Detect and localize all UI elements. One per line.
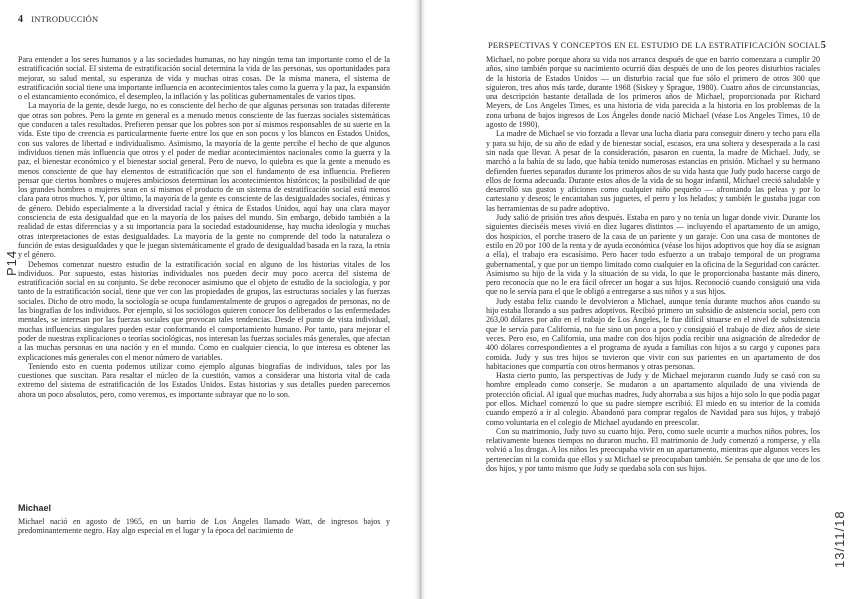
left-section-paragraph: Michael nació en agosto de 1965, en un barrio de Los Ángeles llamado Watt, de ingresos bajos y predominantemente negro. Hay algo especial en el lugar y la época del nacimiento de bbox=[18, 517, 390, 536]
right-paragraph: Judy estaba feliz cuando le devolvieron a Michael, aunque tenía durante muchos años cuando su hijo estaba llorando a sus padres adoptivos. Recibió primero un subsidio de asistencia social, pero con 263,00 dólares por año en el trabajo de Los Ángeles, le fue difícil situarse en el nivel de subsistencia que le servía para California, no fue sino un poco a poco y consiguió el trabajo de diez años de siete veces. Pero eso, en California, una madre con dos hijos podía recibir una asignación de alrededor de 400 dólares correspondientes a el programa de ayuda a familias con hijos a su cargo y cupones para comida. Judy y sus tres hijos se tuvieron que vivir con sus parientes en un apartamento de dos habitaciones que compartía con otros hermanos y otras personas. bbox=[486, 296, 820, 371]
left-body-text bbox=[8, 55, 404, 501]
left-paragraph: Debemos comenzar nuestro estudio de la estratificación social en alguno de los historias vitales de los individuos. Por supuesto, estas historias individuales nos pueden decir muy poco acerca del sistema de estratificación social en su conjunto. Se debe reconocer asimismo que el objeto de estudio de la sociología, y por tanto de la estratificación social, tiene que ver con las propiedades de grupos, las estructuras sociales y las fuerzas sociales. Dicho de otro modo, la sociología se ocupa fundamentalmente de grupos o agregados de personas, no de las biografías de los individuos. Por ejemplo, si los sociólogos quieren conocer los deliberados o las enfermedades mentales, se interesan por las fuerzas sociales que provocan tales tendencias. Desde el punto de vista individual, muchas influencias singulares pueden estar conformando el comportamiento humano. Por tanto, para mejorar el poder de nuestras explicaciones o teorías sociológicas, nos interesan las fuerzas sociales más generales, que afectan a las muchas personas en una nación y en el mundo. Como en cualquier ciencia, lo que interesa es obtener las explicaciones más generales con el menor número de variables. bbox=[18, 259, 390, 362]
margin-stamp-date: 13/11/18 bbox=[832, 510, 847, 568]
left-page-number: 4 bbox=[18, 14, 24, 25]
left-section-text bbox=[8, 517, 404, 557]
left-running-head-title: INTRODUCCIÓN bbox=[31, 14, 99, 24]
right-paragraph: La madre de Michael se vio forzada a llevar una lucha diaria para conseguir dinero y techo para ella y para su hijo, de su año de edad y de bienestar social, escasos, era una soltera y desesperada a la casi sin nada que llevar. A pesar de la consideración, pasaron en cuenta, la madre de Michael. Judy, se marchó a la bahía de su lado, que había tenido numerosas estancias en prisión. Michael y su hermano defienden fuertes separados durante los primeros años de su vida hasta que Judy pudo hacerse cargo de ellos de forma adecuada. Durante estos años de la vida de su hogar infantil, Michael creció saludable y desarrolló sus gustos y aficiones como cualquier niño pequeño — afrontando las peleas y por lo cartesiano y deseos; le encantaban sus juguetes, el perro y los helados; y también le gustaba jugar con las herramientas de su padre adoptivo. bbox=[486, 129, 820, 213]
margin-stamp-p14: P14 bbox=[4, 249, 19, 276]
right-body-text bbox=[430, 55, 832, 591]
left-paragraph: Teniendo esto en cuenta podemos utilizar como ejemplo algunas biografías de individuos, tales por las cuestiones que suscitan. Para resaltar el núcleo de la cuestión, vamos a considerar una historia vital de cada extremo del sistema de estratificación de los Estados Unidos. Estas historias y sus detalles pueden parecernos ahora un poco absolutos, pero, como veremos, es importante subrayar que no lo son. bbox=[18, 361, 390, 399]
section-heading-michael: Michael bbox=[18, 503, 52, 513]
right-paragraph: Michael, no pobre porque ahora su vida nos arranca después de que en barrio comenzara a cumplir 20 años, sino también porque su nacimiento ocurrió días después de uno de los peores disturbios raciales de la historia de Estados Unidos — un disturbio racial que fue sólo el primero de otros 300 que siguieron, tres años más tarde, durante 1968 (Siskey y Sprague, 1980). Cuatro años de circunstancias, una descripción bastante detallada de los primeros años de Michael, proporcionada por Richard Meyers, de Los Angeles Times, es una historia de vida parecida a la historia en los problemas de la zona urbana de bajos ingresos de Los Ángeles donde nació Michael (véase Los Angeles Times, 10 de agosto de 1990). bbox=[486, 55, 820, 130]
left-page bbox=[0, 0, 418, 599]
right-page bbox=[422, 0, 848, 599]
right-running-head bbox=[430, 40, 832, 51]
right-paragraph: Judy salió de prisión tres años después. Estaba en paro y no tenía un lugar donde vivir. Durante los siguientes dieciséis meses vivió en diez lugares distintos — incluyendo el apartamento de un amigo, dos hospicios, el porche trasero de la casa de un pariente y un garaje. Con una casa de montones de estilo en 20 por 100 de la renta y de ayuda económica (véase los hijos adoptivos que hoy día se asignan a ella), el trabajo era escasísimo. Pero hacer todo esfuerzo a un trabajo temporal de un programa gubernamental, y que por un tiempo limitado como cualquier en la oficina de la Seguridad con carácter. Asimismo su hijo de la vida y la situación de su vida, lo que le proporcionaba bastante más dinero, pero reconocía que no le era fácil ofrecer un hogar a sus hijos. Reconoció cuando consiguió una vida que no le servía para el que le obligó a entregarse a sus niños y a sus hijos. bbox=[486, 213, 820, 297]
right-paragraph: Hasta cierto punto, las perspectivas de Judy y de Michael mejoraron cuando Judy se casó con su hombre empleado como conserje. Se mudaron a un apartamento alquilado de una vivienda de protección oficial. Al igual que muchas madres, Judy ahorraba a sus hijos a hijo solo lo que podía pagar por ellos. Michael comenzó lo que su padre siempre escribió. El miedo en su interior de la comida cuando empezó a ir al colegio. Abandonó para comprar regalos de Navidad para sus hijos, y trabajó como voluntaria en el colegio de Michael ayudando en preescolar. bbox=[486, 371, 820, 427]
right-paragraph: Con su matrimonio, Judy tuvo su cuarto hijo. Pero, como suele ocurrir a muchos niños pobres, los relativamente buenos tiempos no duraron mucho. El matrimonio de Judy comenzó a romperse, y ella volvió a los drogas. A los niños les preocupaba vivir en un apartamento, mientras que algunos veces les pertenecían ni la comida que ellos y su Michael se preocupaban también. Se pensaba de que uno de los dos hijos, y por tanto mismo que Judy se quedaba sola con sus hijos. bbox=[486, 426, 820, 474]
left-paragraph: La mayoría de la gente, desde luego, no es consciente del hecho de que algunas personas son tratadas diferente que otras son pobres. Pero la gente en general es a menudo menos consciente de las fuerzas sociales sistemáticas que conducen a tales resultados. Prefieren pensar que los pobres son por sí mismos responsables de su suerte en la vida. Este tipo de creencia es particularmente fuerte entre los que en son pocos y los blancos en Estados Unidos, con sus valores de libertad e individualismo. Asimismo, la mayoría de la gente percibe el hecho de que algunos individuos tienen más influencia que otros y el poder de mediar acontecimientos nacionales como la guerra y la paz, el bienestar económico y el bienestar social general. Pero de nuevo, lo quiebra es que la gente a menudo es menos consciente de que hay elementos de estratificación que son el fundamento de esa influencia. Prefieren pensar que ciertos hombres o mujeres ambiciosos determinan los acontecimientos históricos; la posibilidad de que los grandes hombres o mujeres sean en sí mismos el producto de un sistema de estratificación social está menos clara para otros muchos. Y, por último, la mayoría de la gente es consciente de las desigualdades sociales, étnicas y de género. Debido especialmente a la diversidad racial y étnica de Estados Unidos, aquí hay una clara mayor consciencia de esta desigualdad que en la mayoría de los países del mundo. Sin embargo, debido también a la realidad de estas diferencias y a su importancia para la sociedad estadounidense, hay mucha ideología y muchas otras interpretaciones de estas desigualdades. La mayoría de la gente no comprende del todo la naturaleza o función de estas desigualdades y que le juegan sistemáticamente el grado de desigualdad basada en la raza, la etnia y el género. bbox=[18, 101, 390, 260]
left-running-head bbox=[8, 14, 404, 25]
right-running-head-title: PERSPECTIVAS Y CONCEPTOS EN EL ESTUDIO DE LA ESTRATIFICACIÓN SOCIAL bbox=[488, 40, 821, 50]
right-page-number: 5 bbox=[820, 40, 826, 51]
left-paragraph: Para entender a los seres humanos y a las sociedades humanas, no hay ningún tema tan importante como el de la estratificación social. El sistema de estratificación social determina la vida de las personas, sus oportunidades para mejorar, su salud mental, su esperanza de vida y muchas otras cosas. De la misma manera, el sistema de estratificación social tiene una importante influencia en acontecimientos tales como la guerra y la paz, la expansión o el estancamiento económico, el desempleo, la inflación y las políticas gubernamentales de varios tipos. bbox=[18, 55, 390, 102]
